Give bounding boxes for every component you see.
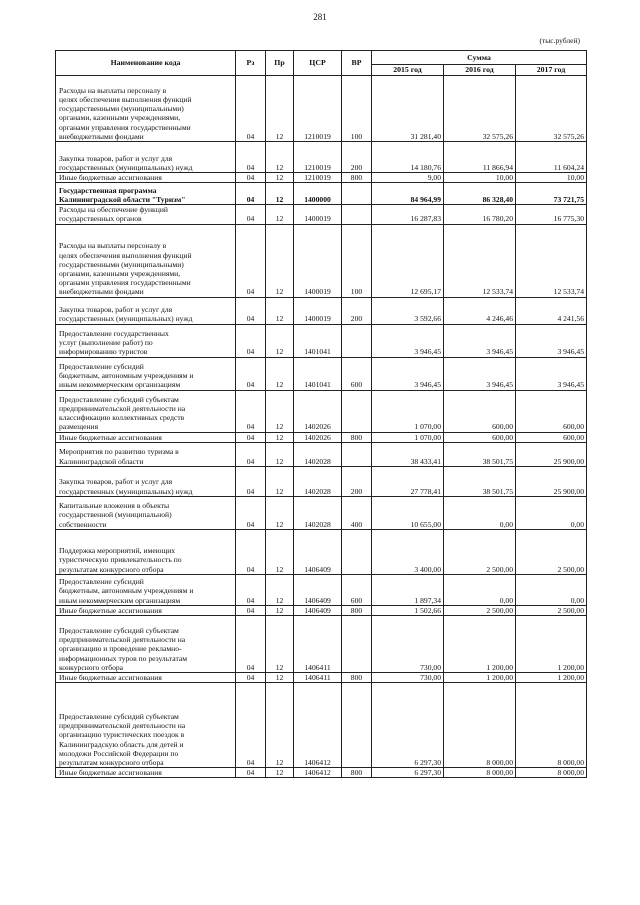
row-vr [342,324,372,357]
row-csr: 1406412 [294,768,342,778]
table-row [56,574,587,605]
row-csr: 1400019 [294,205,342,224]
row-sum-2016: 1 200,00 [444,673,516,683]
header-vr: ВР [342,51,372,76]
row-vr: 200 [342,297,372,324]
row-rz: 04 [236,224,266,297]
row-pr: 12 [266,390,294,432]
row-sum-2017: 32 575,26 [516,76,587,142]
row-pr: 12 [266,432,294,442]
header-rz: Рз [236,51,266,76]
table-row [56,297,587,324]
row-pr: 12 [266,768,294,778]
row-vr: 800 [342,673,372,683]
row-csr: 1406412 [294,683,342,768]
row-rz: 04 [236,324,266,357]
row-rz: 04 [236,442,266,466]
table-row [56,768,587,778]
row-sum-2016: 4 246,46 [444,297,516,324]
row-vr [342,529,372,574]
row-sum-2015: 730,00 [372,673,444,683]
row-pr: 12 [266,574,294,605]
table-row [56,183,587,205]
row-sum-2016: 10,00 [444,173,516,183]
row-rz: 04 [236,173,266,183]
row-vr: 800 [342,768,372,778]
row-vr: 600 [342,574,372,605]
row-name: Предоставление субсидий бюджетным, автономным учреждениям и иным некоммерческим организациям [56,357,236,390]
row-csr: 1401041 [294,357,342,390]
row-sum-2016: 38 501,75 [444,442,516,466]
row-sum-2017: 11 604,24 [516,142,587,173]
row-rz: 04 [236,529,266,574]
row-rz: 04 [236,76,266,142]
row-name: Предоставление субсидий субъектам предпринимательской деятельности на организацию туристических поездок в Калининградскую область для детей и молодежи Российской Федерации по результатам конкурсного отбора [56,683,236,768]
row-sum-2017: 0,00 [516,574,587,605]
table-row [56,142,587,173]
row-pr: 12 [266,173,294,183]
row-pr: 12 [266,142,294,173]
row-name: Расходы на выплаты персоналу в целях обеспечения выполнения функций государственными (муниципальными) органами, казенными учреждениями, органами управления государственными внебюджетными фондами [56,76,236,142]
row-sum-2017: 600,00 [516,390,587,432]
row-vr: 800 [342,605,372,615]
row-sum-2017: 73 721,75 [516,183,587,205]
row-rz: 04 [236,768,266,778]
row-rz: 04 [236,142,266,173]
row-pr: 12 [266,183,294,205]
row-csr: 1406409 [294,605,342,615]
row-sum-2015: 3 400,00 [372,529,444,574]
row-name: Государственная программа Калининградской области "Туризм" [56,183,236,205]
row-vr: 200 [342,142,372,173]
row-sum-2015: 6 297,30 [372,768,444,778]
row-csr: 1400000 [294,183,342,205]
row-vr: 800 [342,432,372,442]
row-sum-2016: 86 328,40 [444,183,516,205]
row-name: Капитальные вложения в объекты государственной (муниципальной) собственности [56,496,236,529]
row-csr: 1406409 [294,574,342,605]
row-sum-2015: 38 433,41 [372,442,444,466]
table-row [56,673,587,683]
row-name: Закупка товаров, работ и услуг для государственных (муниципальных) нужд [56,297,236,324]
row-csr: 1402028 [294,442,342,466]
row-name: Предоставление государственных услуг (выполнение работ) по информированию туристов [56,324,236,357]
row-pr: 12 [266,496,294,529]
row-pr: 12 [266,673,294,683]
header-year-2016: 2016 год [444,65,516,76]
row-sum-2017: 25 900,00 [516,442,587,466]
row-name: Мероприятия по развитию туризма в Калининградской области [56,442,236,466]
row-name: Иные бюджетные ассигнования [56,432,236,442]
row-pr: 12 [266,442,294,466]
row-rz: 04 [236,673,266,683]
table-row [56,683,587,768]
row-sum-2015: 3 946,45 [372,357,444,390]
row-csr: 1406411 [294,673,342,683]
row-pr: 12 [266,324,294,357]
row-csr: 1406409 [294,529,342,574]
row-name: Расходы на выплаты персоналу в целях обеспечения выполнения функций государственными (муниципальными) органами, казенными учреждениями, органами управления государственными внебюджетными фондами [56,224,236,297]
row-name: Предоставление субсидий субъектам предпринимательской деятельности на организацию и проведение рекламно- информационных туров по результатам конкурсного отбора [56,616,236,673]
table-body [56,76,587,778]
row-sum-2016: 600,00 [444,432,516,442]
table-row [56,76,587,142]
row-pr: 12 [266,297,294,324]
row-rz: 04 [236,496,266,529]
page-number: 281 [313,12,327,22]
row-vr: 400 [342,496,372,529]
row-name: Поддержка мероприятий, имеющих туристическую привлекательность по результатам конкурсного отбора [56,529,236,574]
header-year-2017: 2017 год [516,65,587,76]
row-csr: 1210019 [294,76,342,142]
row-name: Иные бюджетные ассигнования [56,673,236,683]
row-sum-2016: 600,00 [444,390,516,432]
row-csr: 1406411 [294,616,342,673]
row-csr: 1401041 [294,324,342,357]
row-name: Иные бюджетные ассигнования [56,605,236,615]
row-sum-2016: 8 000,00 [444,768,516,778]
table-row [56,173,587,183]
row-name: Предоставление субсидий субъектам предпринимательской деятельности на классификацию коллективных средств размещения [56,390,236,432]
row-sum-2017: 1 200,00 [516,673,587,683]
row-name: Закупка товаров, работ и услуг для государственных (муниципальных) нужд [56,466,236,496]
table-row [56,224,587,297]
row-pr: 12 [266,605,294,615]
row-csr: 1210019 [294,142,342,173]
row-rz: 04 [236,466,266,496]
row-rz: 04 [236,616,266,673]
row-sum-2015: 1 070,00 [372,432,444,442]
row-sum-2016: 3 946,45 [444,324,516,357]
row-csr: 1402028 [294,496,342,529]
row-rz: 04 [236,390,266,432]
row-name: Закупка товаров, работ и услуг для государственных (муниципальных) нужд [56,142,236,173]
row-sum-2016: 32 575,26 [444,76,516,142]
row-vr: 100 [342,224,372,297]
row-sum-2017: 2 500,00 [516,605,587,615]
row-rz: 04 [236,683,266,768]
row-sum-2017: 1 200,00 [516,616,587,673]
row-sum-2016: 12 533,74 [444,224,516,297]
row-sum-2016: 38 501,75 [444,466,516,496]
row-vr: 100 [342,76,372,142]
row-sum-2016: 16 780,20 [444,205,516,224]
row-sum-2017: 8 000,00 [516,768,587,778]
row-vr [342,390,372,432]
row-sum-2015: 27 778,41 [372,466,444,496]
header-name: Наименование кода [56,51,236,76]
row-pr: 12 [266,76,294,142]
row-sum-2015: 3 946,45 [372,324,444,357]
row-sum-2017: 4 241,56 [516,297,587,324]
row-name: Расходы на обеспечение функций государственных органов [56,205,236,224]
budget-table [55,50,587,778]
row-sum-2016: 2 500,00 [444,529,516,574]
row-csr: 1402026 [294,432,342,442]
row-sum-2017: 8 000,00 [516,683,587,768]
table-row [56,529,587,574]
row-vr [342,183,372,205]
row-pr: 12 [266,205,294,224]
row-rz: 04 [236,574,266,605]
row-csr: 1402026 [294,390,342,432]
table-row [56,390,587,432]
row-vr: 800 [342,173,372,183]
row-rz: 04 [236,432,266,442]
row-sum-2017: 12 533,74 [516,224,587,297]
row-name: Иные бюджетные ассигнования [56,768,236,778]
row-sum-2017: 3 946,45 [516,357,587,390]
row-sum-2017: 0,00 [516,496,587,529]
row-vr: 200 [342,466,372,496]
table-row [56,496,587,529]
row-sum-2015: 12 695,17 [372,224,444,297]
row-vr [342,616,372,673]
row-sum-2016: 0,00 [444,574,516,605]
row-name: Иные бюджетные ассигнования [56,173,236,183]
row-csr: 1402028 [294,466,342,496]
row-sum-2016: 3 946,45 [444,357,516,390]
row-pr: 12 [266,529,294,574]
row-sum-2017: 600,00 [516,432,587,442]
row-vr [342,442,372,466]
table-row [56,466,587,496]
row-sum-2015: 3 592,66 [372,297,444,324]
row-sum-2017: 10,00 [516,173,587,183]
row-sum-2015: 730,00 [372,616,444,673]
row-rz: 04 [236,205,266,224]
row-pr: 12 [266,466,294,496]
header-sum: Сумма [372,51,587,65]
row-sum-2015: 16 287,83 [372,205,444,224]
row-sum-2017: 3 946,45 [516,324,587,357]
table-row [56,432,587,442]
row-csr: 1400019 [294,297,342,324]
row-rz: 04 [236,357,266,390]
row-sum-2015: 14 180,76 [372,142,444,173]
row-sum-2015: 1 897,34 [372,574,444,605]
row-sum-2015: 1 502,66 [372,605,444,615]
row-sum-2016: 0,00 [444,496,516,529]
row-sum-2015: 6 297,30 [372,683,444,768]
row-sum-2016: 8 000,00 [444,683,516,768]
row-rz: 04 [236,605,266,615]
row-sum-2016: 11 866,94 [444,142,516,173]
row-sum-2017: 16 775,30 [516,205,587,224]
row-csr: 1400019 [294,224,342,297]
row-vr [342,683,372,768]
header-year-2015: 2015 год [372,65,444,76]
table-row [56,616,587,673]
row-pr: 12 [266,683,294,768]
row-sum-2016: 1 200,00 [444,616,516,673]
row-csr: 1210019 [294,173,342,183]
units-label: (тыс.рублей) [539,36,580,45]
row-name: Предоставление субсидий бюджетным, автономным учреждениям и иным некоммерческим организациям [56,574,236,605]
table-row [56,357,587,390]
row-sum-2015: 84 964,99 [372,183,444,205]
row-sum-2015: 1 070,00 [372,390,444,432]
table-row [56,205,587,224]
row-sum-2015: 10 655,00 [372,496,444,529]
row-pr: 12 [266,357,294,390]
row-rz: 04 [236,183,266,205]
row-sum-2017: 25 900,00 [516,466,587,496]
table-row [56,442,587,466]
row-vr: 600 [342,357,372,390]
table-row [56,605,587,615]
header-pr: Пр [266,51,294,76]
row-sum-2017: 2 500,00 [516,529,587,574]
table-row [56,324,587,357]
row-rz: 04 [236,297,266,324]
row-pr: 12 [266,616,294,673]
row-pr: 12 [266,224,294,297]
row-vr [342,205,372,224]
row-sum-2015: 31 281,40 [372,76,444,142]
row-sum-2016: 2 500,00 [444,605,516,615]
header-csr: ЦСР [294,51,342,76]
row-sum-2015: 9,00 [372,173,444,183]
